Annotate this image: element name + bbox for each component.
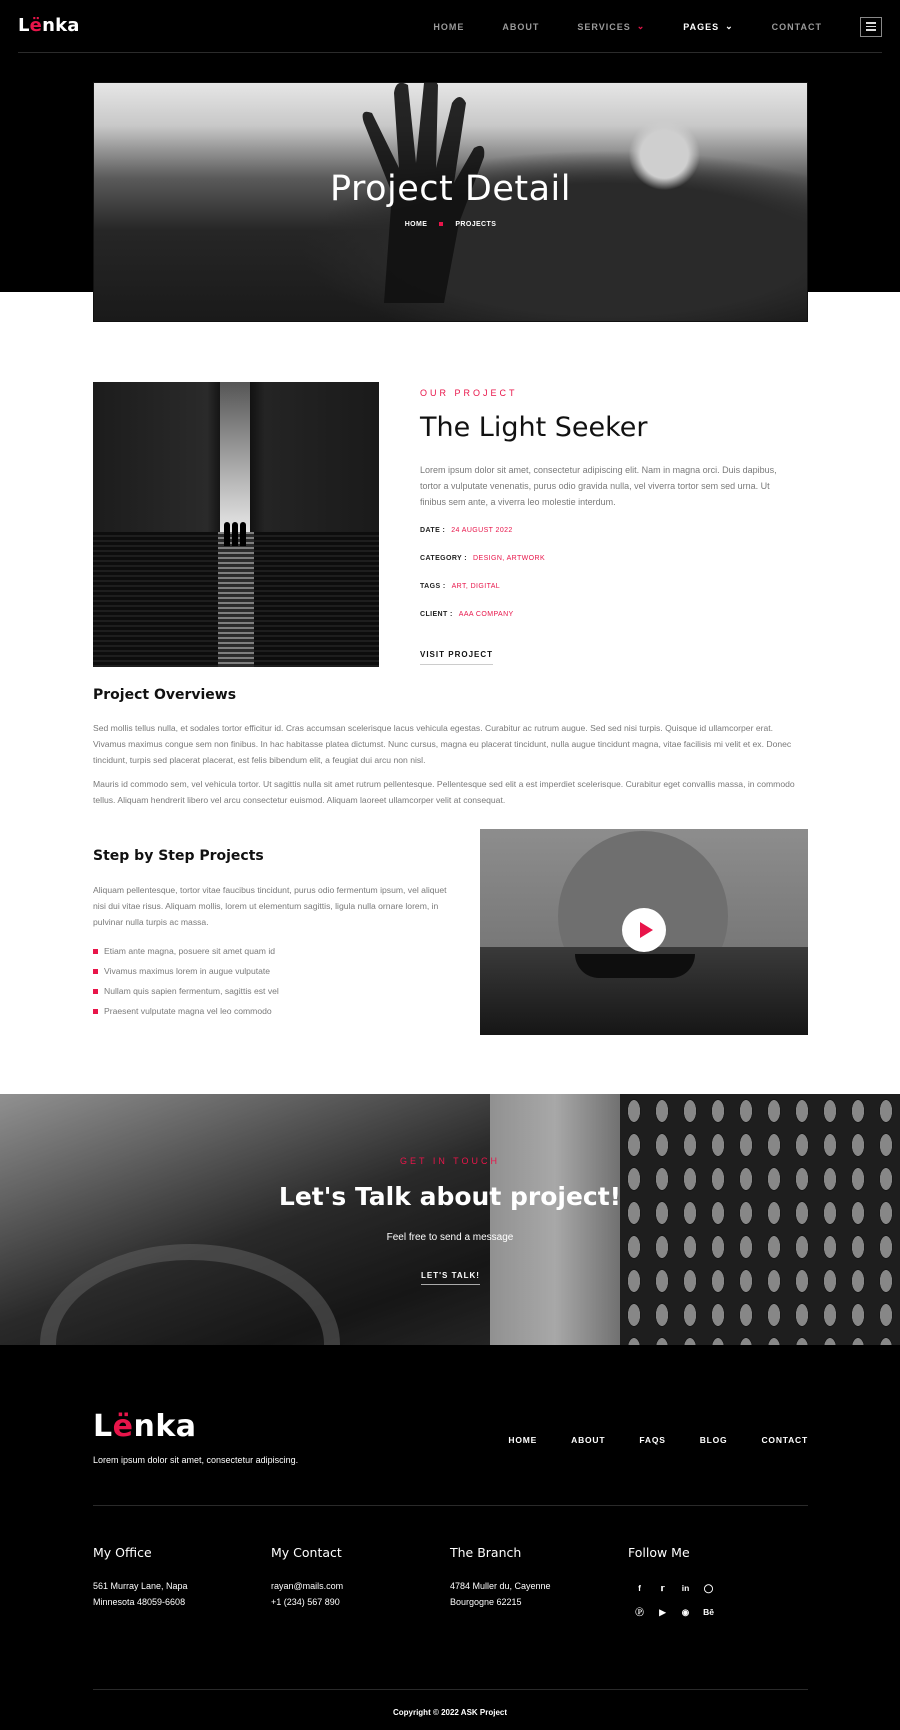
list-item xyxy=(93,981,279,1001)
footer-branch-line2: Bourgogne 62215 xyxy=(450,1597,522,1607)
bullet-square-icon xyxy=(93,1009,98,1014)
footer-contact-title: My Contact xyxy=(271,1545,342,1560)
pinterest-icon[interactable]: Ⓟ xyxy=(635,1607,644,1617)
nav-about[interactable] xyxy=(502,22,539,32)
nav-pages[interactable] xyxy=(683,21,733,32)
list-item-text: Vivamus maximus lorem in augue vulputate xyxy=(104,966,271,976)
play-button[interactable] xyxy=(622,908,666,952)
brand-letter-e: ë xyxy=(29,15,43,36)
hamburger-menu-icon[interactable] xyxy=(860,17,882,37)
social-links xyxy=(628,1578,738,1626)
youtube-icon[interactable]: ▶ xyxy=(659,1606,666,1617)
footer-nav-home[interactable]: HOME xyxy=(508,1435,538,1445)
steps-title: Step by Step Projects xyxy=(93,848,264,864)
footer-logo[interactable] xyxy=(93,1409,197,1444)
cta-title: Let's Talk about project! xyxy=(278,1182,622,1211)
meta-category-value[interactable]: DESIGN, ARTWORK xyxy=(473,555,546,562)
overview-paragraph-1: Sed mollis tellus nulla, et sodales tortor efficitur id. Cras accumsan scelerisque lacus vehicula egestas. Curabitur ac rutrum augue. Sed sed nisi turpis. Quisque id ullamcorper erat. Vivamus maximus congue sem non finibus. In hac habitasse platea dictumst. Nunc cursus, magna eu placerat tincidunt, nulla augue tincidunt magna, vitae facilisis mi velit et ex. Donec tincidunt, turpis sed placerat placerat, est felis bibendum elit, a feugiat dui arcu non nisl. xyxy=(93,723,792,765)
footer-logo-nka: nka xyxy=(133,1409,197,1444)
footer-follow-title: Follow Me xyxy=(628,1545,690,1560)
list-item-text: Etiam ante magna, posuere sit amet quam id xyxy=(104,946,276,956)
nav-pages-label: PAGES xyxy=(683,21,720,32)
meta-date-label: DATE : xyxy=(420,527,446,534)
footer-nav-about[interactable]: ABOUT xyxy=(571,1435,606,1445)
steps-text: Aliquam pellentesque, tortor vitae faucibus tincidunt, purus odio fermentum ipsum, vel aliquet nisi dui vitae risus. Aliquam mollis, lorem ut elementum sagittis, ligula nulla ornare lorem, in pulvinar nulla turpis ac massa. xyxy=(93,885,447,927)
meta-category-label: CATEGORY : xyxy=(420,555,468,562)
hero-banner xyxy=(93,82,808,322)
copyright: Copyright © 2022 ASK Project xyxy=(392,1708,508,1717)
footer-tagline: Lorem ipsum dolor sit amet, consectetur adipiscing. xyxy=(93,1455,299,1465)
meta-client-label: CLIENT : xyxy=(420,611,453,618)
nav-services-label: SERVICES xyxy=(577,21,631,32)
footer-branch-line1: 4784 Muller du, Cayenne xyxy=(450,1581,551,1591)
meta-tags-label: TAGS : xyxy=(420,583,446,590)
nav-home[interactable] xyxy=(433,22,464,32)
bullet-square-icon xyxy=(93,989,98,994)
project-description: Lorem ipsum dolor sit amet, consectetur adipiscing elit. Nam in magna orci. Duis dapibus, tortor a vulputate venenatis, purus odio gravida nulla, vel viverra tortor sem sed urna. Ut finibus sem ante, a viverra leo molestie interdum. xyxy=(420,465,777,507)
chevron-down-icon: ⌄ xyxy=(636,21,646,31)
footer-logo-e: ë xyxy=(112,1409,134,1444)
project-image xyxy=(93,382,379,667)
top-navigation xyxy=(18,0,882,53)
footer-branch-title: The Branch xyxy=(450,1545,522,1560)
list-item-text: Nullam quis sapien fermentum, sagittis est vel xyxy=(104,986,279,996)
list-item xyxy=(93,941,279,961)
nav-services[interactable] xyxy=(577,21,645,32)
meta-date-value: 24 AUGUST 2022 xyxy=(451,527,513,534)
footer-logo-l: L xyxy=(93,1409,113,1444)
bullet-square-icon xyxy=(93,949,98,954)
footer-contact xyxy=(271,1545,441,1610)
footer-office-line2: Minnesota 48059-6608 xyxy=(93,1597,186,1607)
meta-tags xyxy=(420,583,500,590)
footer-follow xyxy=(628,1545,798,1626)
footer-navigation xyxy=(474,1435,808,1445)
nav-contact-label: CONTACT xyxy=(771,21,822,32)
twitter-icon[interactable]: 𝕣 xyxy=(660,1582,665,1593)
video-thumbnail[interactable] xyxy=(480,829,808,1035)
meta-client-value: AAA COMPANY xyxy=(458,611,514,618)
footer xyxy=(0,1345,900,1730)
bullet-square-icon xyxy=(93,969,98,974)
footer-nav-faqs[interactable]: FAQS xyxy=(639,1435,666,1445)
footer-office-title: My Office xyxy=(93,1545,152,1560)
brand-letters-nka: nka xyxy=(42,15,80,36)
overview-paragraph-2: Mauris id commodo sem, vel vehicula tortor. Ut sagittis nulla sit amet rutrum pellentesque. Pellentesque sed elit a est imperdiet scelerisque. Curabitur eget convallis massa, in commodo tellus. Aliquam hendrerit libero vel arcu consectetur euismod. Aliquam laoreet ullamcorper velit at consequat. xyxy=(93,779,795,805)
cta-eyebrow: GET IN TOUCH xyxy=(399,1156,500,1166)
brand-letter-l: L xyxy=(18,15,30,36)
play-icon xyxy=(640,922,653,938)
instagram-icon[interactable]: ◯ xyxy=(703,1582,714,1593)
footer-contact-email[interactable]: rayan@mails.com xyxy=(271,1581,344,1591)
footer-contact-phone[interactable]: +1 (234) 567 890 xyxy=(271,1597,340,1607)
linkedin-icon[interactable]: in xyxy=(681,1583,690,1593)
footer-nav-blog[interactable]: BLOG xyxy=(699,1435,728,1445)
project-eyebrow: OUR PROJECT xyxy=(420,388,518,398)
meta-date xyxy=(420,527,513,534)
footer-bottom-divider xyxy=(93,1689,808,1690)
main-menu xyxy=(395,0,882,53)
nav-contact[interactable] xyxy=(772,22,822,32)
breadcrumb-home[interactable]: HOME xyxy=(404,221,428,228)
list-item xyxy=(93,961,279,981)
overview-title: Project Overviews xyxy=(93,687,237,703)
meta-category xyxy=(420,555,545,562)
footer-office xyxy=(93,1545,263,1610)
meta-tags-value[interactable]: ART, DIGITAL xyxy=(451,583,501,590)
list-item-text: Praesent vulputate magna vel leo commodo xyxy=(104,1006,272,1016)
footer-divider xyxy=(93,1505,808,1506)
lets-talk-button[interactable]: LET'S TALK! xyxy=(421,1271,480,1285)
page-title: Project Detail xyxy=(330,169,571,209)
list-item xyxy=(93,1001,279,1021)
nav-about-label: ABOUT xyxy=(502,21,540,32)
footer-office-line1: 561 Murray Lane, Napa xyxy=(93,1581,188,1591)
steps-list xyxy=(93,941,279,1021)
cta-banner xyxy=(0,1094,900,1345)
footer-nav-contact[interactable]: CONTACT xyxy=(761,1435,808,1445)
brand-logo[interactable] xyxy=(18,15,80,36)
behance-icon[interactable]: Bē xyxy=(703,1607,714,1617)
meta-client xyxy=(420,611,514,618)
nav-home-label: HOME xyxy=(433,21,465,32)
cta-subtitle: Feel free to send a message xyxy=(386,1232,514,1243)
facebook-icon[interactable]: f xyxy=(638,1583,641,1593)
breadcrumb-separator xyxy=(439,222,443,226)
visit-project-button[interactable]: VISIT PROJECT xyxy=(420,650,493,665)
project-title: The Light Seeker xyxy=(420,412,648,443)
dribbble-icon[interactable]: ◉ xyxy=(681,1606,690,1617)
breadcrumb-projects: PROJECTS xyxy=(455,221,497,228)
breadcrumb xyxy=(94,221,807,228)
chevron-down-icon: ⌄ xyxy=(725,21,734,31)
footer-branch xyxy=(450,1545,620,1610)
